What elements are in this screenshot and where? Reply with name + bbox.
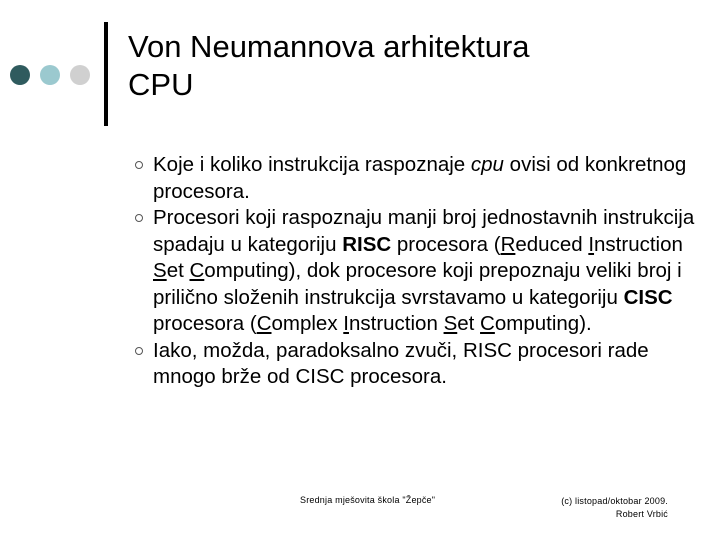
bullet-2-text: omplex xyxy=(271,312,344,335)
bullet-item-1 xyxy=(128,152,708,205)
footer-date: (c) listopad/oktobar 2009. xyxy=(561,496,668,506)
bullet-list xyxy=(128,152,708,391)
slide-title xyxy=(128,28,708,104)
bullet-2-text: Procesori koji raspoznaju manji broj jednostavnih instrukcija spadaju u kategoriju xyxy=(153,206,695,256)
bullet-1-text-end: ovisi od konkretnog procesora. xyxy=(153,153,687,203)
bullet-2-text: educed xyxy=(515,232,589,256)
circle-bullet-icon xyxy=(135,161,143,169)
acronym-letter: C xyxy=(256,312,272,335)
acronym-letter: C xyxy=(480,312,495,335)
acronym-letter: C xyxy=(189,259,205,282)
decor-dot-gray xyxy=(70,65,90,85)
bullet-1-cpu: cpu xyxy=(470,153,504,176)
bullet-2-text: omputing), dok procesore koji prepoznaju veliki broj i prilično složenih instrukcija svrstavamo u kategoriju xyxy=(153,259,682,309)
bullet-2-text: et xyxy=(457,312,481,335)
bullet-item-2 xyxy=(128,205,708,338)
bullet-2-text: omputing). xyxy=(494,312,592,335)
title-divider xyxy=(104,22,108,126)
bullet-1-text: Koje i koliko instrukcija raspoznaje xyxy=(153,153,471,176)
bullet-3-text: Iako, možda, paradoksalno zvuči, RISC procesori rade mnogo brže od CISC procesora. xyxy=(153,338,649,388)
footer-credits xyxy=(561,495,668,521)
footer-school: Srednja mješovita škola "Žepče" xyxy=(300,495,436,505)
title-line-1: Von Neumannova arhitektura xyxy=(128,29,530,64)
decor-dot-dark xyxy=(10,65,30,85)
bullet-2-text: nstruction xyxy=(348,312,444,335)
bullet-2-text: procesora ( xyxy=(153,312,257,335)
cisc-label: CISC xyxy=(623,285,673,309)
risc-label: RISC xyxy=(342,232,392,256)
decor-dot-teal xyxy=(40,65,60,85)
acronym-letter: R xyxy=(500,232,516,256)
bullet-2-text: procesora ( xyxy=(391,232,501,256)
acronym-letter: S xyxy=(153,259,167,282)
circle-bullet-icon xyxy=(135,214,143,222)
acronym-letter: I xyxy=(588,232,595,256)
footer-author: Robert Vrbić xyxy=(615,509,668,519)
bullet-item-3 xyxy=(128,338,708,391)
bullet-2-text: et xyxy=(166,259,190,282)
acronym-letter: S xyxy=(443,312,458,335)
circle-bullet-icon xyxy=(135,347,143,355)
bullet-2-text: nstruction xyxy=(594,232,683,256)
title-line-2: CPU xyxy=(128,67,194,102)
acronym-letter: I xyxy=(343,312,349,335)
